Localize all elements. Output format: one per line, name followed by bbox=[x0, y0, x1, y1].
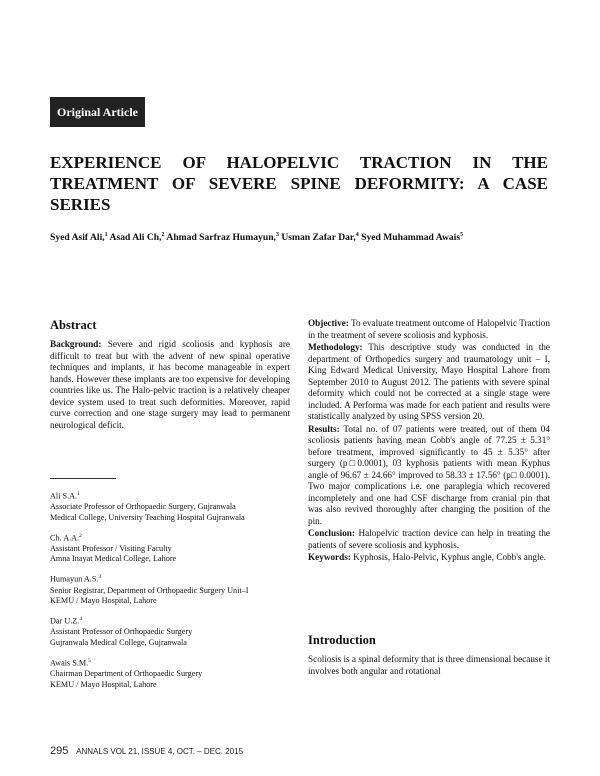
affiliation-line: Assistant Professor / Visiting Faculty bbox=[50, 543, 172, 553]
abstract-background bbox=[50, 339, 290, 431]
abstract-keywords bbox=[308, 552, 550, 564]
background-label: Background: bbox=[50, 339, 102, 349]
methodology-label: Methodology: bbox=[308, 342, 363, 352]
author-sup: 4 bbox=[355, 232, 359, 238]
author-name: Ahmad Sarfraz Humayun, bbox=[166, 232, 276, 244]
conclusion-label: Conclusion: bbox=[308, 528, 355, 538]
background-text: Severe and rigid scoliosis and kyphosis are difficult to treat but with the advent of new spinal operative techniques and implants, it has become manageable in expert hands. However these implants are too expensive for developing countries like us. The Halo-pelvic traction is a relatively cheaper device system used to treat such deformities. Moreover, rapid curve correction and one stage surgery may lead to permanent neurological deficit. bbox=[50, 339, 290, 430]
affiliation-line: KEMU / Mayo Hospital, Lahore bbox=[50, 679, 157, 689]
affiliation-sup: 3 bbox=[98, 574, 102, 581]
introduction-text: Scoliosis is a spinal deformity that is three dimensional because it involves both angular and rotational bbox=[308, 654, 550, 676]
affiliation-line: Senior Registrar, Department of Orthopaedic Surgery Unit–I bbox=[50, 585, 249, 595]
affiliation-line: Amna Inayat Medical College, Lahore bbox=[50, 554, 177, 564]
affiliation-item bbox=[50, 489, 295, 523]
keywords-text: Kyphosis, Halo-Pelvic, Kyphus angle, Cobb's angle. bbox=[350, 552, 546, 562]
keywords-label: Keywords: bbox=[308, 552, 351, 562]
journal-citation: ANNALS VOL 21, ISSUE 4, OCT. – DEC. 2015 bbox=[76, 747, 244, 756]
objective-text: To evaluate treatment outcome of Halopelvic Traction in the treatment of severe scoliosis and kyphosis. bbox=[308, 318, 550, 340]
affiliation-line: Medical College, University Teaching Hospital Gujranwala bbox=[50, 512, 245, 522]
author-name: Syed Asif Ali, bbox=[50, 232, 105, 244]
affiliation-sup: 2 bbox=[79, 532, 82, 539]
affiliation-line: Associate Professor of Orthopaedic Surgery, Gujranwala bbox=[50, 502, 236, 512]
introduction-heading: Introduction bbox=[308, 633, 376, 647]
methodology-text: This descriptive study was conducted in the department of Orthopedics surgery and traumatology unit – I, King Edward Medical University, Mayo Hospital Lahore from September 2010 to August 2012. The patients with severe spinal deformity which could not be corrected at a single stage were included. A Performa was made for each patient and results were statistically analyzed by using SPSS version 20. bbox=[308, 342, 550, 421]
abstract-heading: Abstract bbox=[50, 318, 97, 332]
author-name: Asad Ali Ch, bbox=[109, 232, 162, 244]
results-text: Total no. of 07 patients were treated, out of them 04 scoliosis patients having mean Cobb's angle of 77.25 ± 5.31° before treatment, improved significantly to 45 ± 5.35° after surgery (p□0.0001), 03 kyphosis patients with mean Kyphus angle of 96.67 ± 24.66° improved to 58.33 ± 17.56° (p□ 0.0001). Two major complications i.e. one paraplegia which recovered incompletely and one had CSF discharge from cranial pin that was also revived thoroughly after changing the position of the pin. bbox=[308, 423, 550, 526]
abstract-left-column bbox=[50, 318, 290, 431]
page-footer bbox=[50, 745, 243, 757]
affiliation-name: Humayun A.S. bbox=[50, 575, 99, 585]
objective-label: Objective: bbox=[308, 318, 349, 328]
affiliation-item bbox=[50, 656, 295, 690]
affiliation-divider bbox=[50, 478, 116, 479]
affiliation-line: Assistant Professor of Orthopaedic Surgery bbox=[50, 627, 193, 637]
affiliation-item bbox=[50, 572, 295, 606]
affiliation-item bbox=[50, 614, 295, 648]
conclusion-text: Halopelvic traction device can help in treating the patients of severe scoliosis and kyphosis. bbox=[308, 528, 550, 550]
affiliations bbox=[50, 489, 295, 698]
affiliation-name: Awais S.M. bbox=[50, 658, 89, 668]
abstract-objective bbox=[308, 318, 550, 341]
affiliation-line: Gujranwala Medical College, Gujranwala bbox=[50, 637, 187, 647]
abstract-right-column bbox=[308, 318, 550, 565]
affiliation-name: Dar U.Z. bbox=[50, 616, 80, 626]
abstract-conclusion bbox=[308, 528, 550, 551]
page-number: 295 bbox=[50, 745, 69, 757]
affiliation-line: KEMU / Mayo Hospital, Lahore bbox=[50, 596, 157, 606]
author-sup: 5 bbox=[460, 232, 464, 238]
abstract-results bbox=[308, 424, 550, 528]
article-type-badge: Original Article bbox=[50, 97, 145, 127]
author-sup: 2 bbox=[161, 232, 165, 238]
affiliation-name: Ali S.A. bbox=[50, 491, 78, 501]
affiliation-sup: 1 bbox=[77, 491, 80, 497]
affiliation-sup: 4 bbox=[79, 616, 83, 623]
author-sup: 1 bbox=[104, 232, 108, 238]
article-title: EXPERIENCE OF HALOPELVIC TRACTION IN THE TREATMENT OF SEVERE SPINE DEFORMITY: A CASE SERIES bbox=[50, 153, 548, 214]
author-name: Usman Zafar Dar, bbox=[281, 232, 356, 244]
affiliation-line: Chairman Department of Orthopaedic Surgery bbox=[50, 669, 203, 679]
author-name: Syed Muhammad Awais bbox=[361, 232, 461, 244]
affiliation-sup: 5 bbox=[88, 657, 91, 664]
author-sup: 3 bbox=[275, 232, 279, 238]
results-label: Results: bbox=[308, 423, 340, 434]
abstract-methodology bbox=[308, 342, 550, 423]
affiliation-name: Ch. A.A. bbox=[50, 533, 80, 543]
affiliation-item bbox=[50, 531, 295, 565]
author-list bbox=[50, 232, 560, 243]
